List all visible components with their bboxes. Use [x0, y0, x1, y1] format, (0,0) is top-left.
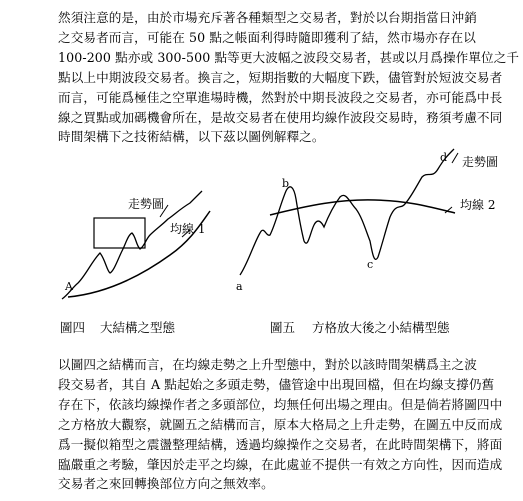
- text-line: 然須注意的是，由於市場充斥著各種類型之交易者，對於以台期指當日沖銷: [58, 10, 477, 25]
- figure-4: [50, 185, 240, 305]
- figure-5-caption-text: 方格放大後之小結構型態: [312, 320, 450, 335]
- text-line: 爲一擬似箱型之震盪整理結構，透過均線操作之交易者，在此時間架構下，將面: [58, 436, 503, 452]
- point-c-label: c: [367, 258, 374, 271]
- price-line: [240, 149, 454, 275]
- trend-leader-line: [452, 153, 458, 163]
- text-line: 之方格放大觀察，就圖五之結構而言，原本大格局之上升走勢，在圖五中反而成: [58, 416, 503, 432]
- ma-label: 均線 2: [460, 198, 496, 212]
- text-line: 點以上中期波段交易者。換言之，短期指數的大幅度下跌，儘管對於短波交易者: [58, 69, 503, 85]
- point-a-label: A: [65, 280, 73, 293]
- point-b-label: b: [282, 177, 290, 190]
- trend-label: 走勢圖: [462, 155, 499, 169]
- text-line: 100-200 點亦或 300-500 點等更大波幅之波段交易者，甚或以月爲操作單位之千: [58, 49, 520, 65]
- text-line: 交易者之來回轉換部位方向之無效率。: [58, 476, 274, 492]
- text-line: 以圖四之結構而言，在均線走勢之上升型態中，對於以該時間架構爲主之波: [58, 357, 477, 372]
- text-line: 段交易者，其自 A 點起始之多頭走勢，儘管途中出現回檔，但在均線支撐仍舊: [58, 376, 495, 392]
- text-line: 時間架構下之技術結構，以下茲以圖例解釋之。: [58, 129, 325, 145]
- trend-label: 走勢圖: [128, 197, 165, 211]
- text-line: 線之買點或加碼機會所在，是故交易者在使用均線作波段交易時，務須考慮不同: [58, 109, 503, 125]
- text-line: 臨嚴重之考驗，肇因於走平之均線，在此處並不提供一有效之方向性，因而造成: [58, 456, 503, 472]
- figure-4-caption-text: 大結構之型態: [100, 320, 176, 335]
- point-a-label: a: [236, 280, 243, 293]
- text-line: 存在下，依該均線操作者之多頭部位，均無任何出場之理由。但是倘若將圖四中: [58, 396, 503, 412]
- text-line: 之交易者而言，可能在 50 點之帳面利得時隨即獲利了結，然市場亦存在以: [58, 29, 476, 45]
- point-d-label: d: [440, 151, 448, 164]
- ma-label: 均線 1: [170, 222, 206, 236]
- paragraph-intro: [58, 8, 520, 147]
- text-line: 而言，可能爲極佳之空單進場時機，然對於中期長波段之交易者，亦可能爲中長: [58, 89, 503, 105]
- figure-5-caption-number: 圖五: [270, 320, 296, 335]
- figure-4-caption-number: 圖四: [60, 320, 86, 335]
- paragraph-analysis: [58, 355, 504, 494]
- figure-5: [230, 145, 510, 305]
